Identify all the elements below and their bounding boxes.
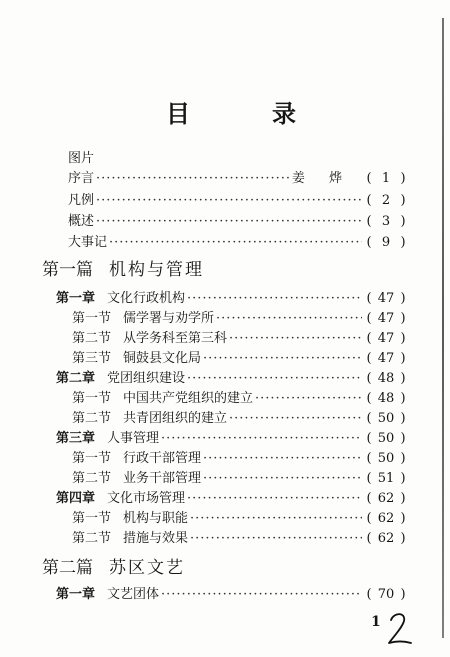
scan-edge-shadow [442,18,444,638]
dot-leader [203,470,362,488]
dot-leader [255,390,362,408]
entry-label: 序言 [68,171,95,186]
dot-leader [161,586,362,604]
dot-leader [96,213,362,231]
entry-page: ( 62 ) [366,511,406,526]
section-title: 措施与效果 [123,531,189,546]
entry-page: ( 51 ) [366,471,406,486]
dot-leader [187,290,362,308]
page-number: 1 [371,614,381,630]
section-title: 行政干部管理 [123,451,202,466]
section-label: 第一节 [72,511,112,526]
entry-page: ( 47 ) [366,331,406,346]
section-label: 第二节 [72,531,112,546]
entry-page: ( 2 ) [366,193,406,208]
section-title: 儒学署与劝学所 [123,311,215,326]
dot-leader [96,170,290,188]
section-label: 第二节 [72,331,112,346]
section-label: 第一节 [72,391,112,406]
chapter-title: 人事管理 [107,431,160,446]
toc-entry-front [68,150,398,168]
entry-page: ( 50 ) [366,451,406,466]
toc-entry-front [68,192,408,210]
part-label: 第一篇 [42,260,93,280]
entry-page: ( 50 ) [366,411,406,426]
toc-section [72,310,408,328]
chapter-label: 第一章 [56,587,96,602]
dot-leader [109,234,362,252]
entry-page: ( 47 ) [366,311,406,326]
chapter-title: 文艺团体 [107,587,160,602]
dot-leader [96,192,362,210]
entry-label: 概述 [68,214,95,229]
entry-page: ( 62 ) [366,531,406,546]
toc-section [72,390,408,408]
toc-section [72,330,408,348]
dot-leader [203,350,362,368]
part-heading [42,556,185,580]
part-label: 第二篇 [42,558,93,578]
section-label: 第三节 [72,351,112,366]
toc-section [72,530,408,548]
part-title: 机构与管理 [109,260,204,280]
section-title: 铜鼓县文化局 [123,351,202,366]
dot-leader [187,370,362,388]
toc-entry-front [68,213,408,231]
toc-section [72,350,408,368]
entry-page: ( 48 ) [366,371,406,386]
toc-chapter [56,370,408,388]
part-heading [42,258,204,282]
entry-page: ( 47 ) [366,291,406,306]
toc-entry-front [68,170,408,188]
chapter-title: 党团组织建设 [107,371,186,386]
chapter-title: 文化行政机构 [107,291,186,306]
section-title: 共青团组织的建立 [123,411,228,426]
entry-page: ( 3 ) [366,214,406,229]
toc-section [72,470,408,488]
chapter-label: 第四章 [56,491,96,506]
entry-page: ( 48 ) [366,391,406,406]
page-title [166,94,296,129]
section-label: 第一节 [72,311,112,326]
section-title: 机构与职能 [123,511,189,526]
entry-page: ( 70 ) [366,587,406,602]
entry-page: ( 47 ) [366,351,406,366]
toc-section [72,410,408,428]
dot-leader [187,490,362,508]
toc-entry-front [68,234,408,252]
dot-leader [190,530,362,548]
dot-leader [229,410,362,428]
dot-leader [229,330,362,348]
entry-page: ( 1 ) [366,171,406,186]
section-title: 中国共产党组织的建立 [123,391,254,406]
entry-label: 图片 [68,151,95,166]
section-label: 第二节 [72,411,112,426]
toc-section [72,510,408,528]
toc-chapter [56,290,408,308]
handwritten-two-mark [384,608,414,648]
entry-author: 姜 烨 [291,171,352,186]
chapter-label: 第三章 [56,431,96,446]
dot-leader [216,310,362,328]
title-char-1: 目 [166,100,190,128]
entry-page: ( 9 ) [366,235,406,250]
entry-label: 大事记 [68,235,108,250]
chapter-label: 第二章 [56,371,96,386]
toc-section [72,450,408,468]
dot-leader [203,450,362,468]
entry-page: ( 50 ) [366,431,406,446]
toc-chapter [56,490,408,508]
dot-leader [190,510,362,528]
entry-label: 凡例 [68,193,95,208]
section-title: 业务干部管理 [123,471,202,486]
section-label: 第二节 [72,471,112,486]
title-char-2: 录 [272,100,296,128]
part-title: 苏区文艺 [109,558,185,578]
chapter-title: 文化市场管理 [107,491,186,506]
toc-chapter [56,430,408,448]
toc-chapter [56,586,408,604]
dot-leader [161,430,362,448]
section-title: 从学务科至第三科 [123,331,228,346]
section-label: 第一节 [72,451,112,466]
entry-page: ( 62 ) [366,491,406,506]
chapter-label: 第一章 [56,291,96,306]
